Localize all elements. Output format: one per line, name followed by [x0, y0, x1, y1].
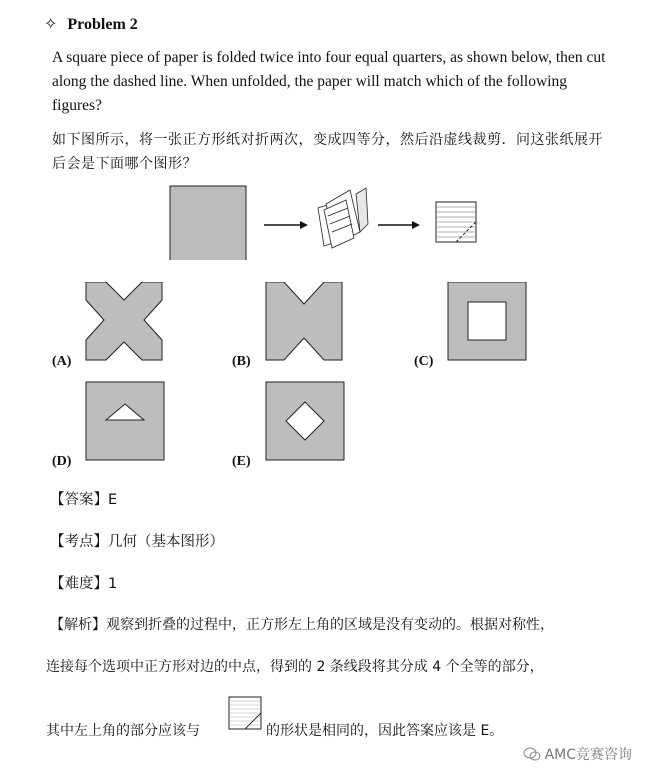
chat-bubble-icon [523, 747, 541, 761]
arrow-right-icon [378, 221, 420, 229]
option-a-label[interactable]: (A) [52, 354, 72, 369]
problem-text-english: A square piece of paper is folded twice into four equal quarters, as shown below, then cut along the dashed line. When unfolded, the paper will match which of the following figures? [52, 49, 606, 114]
watermark-text: AMC竞赛咨询 [544, 747, 632, 763]
quarter-shape-icon [228, 696, 262, 730]
option-b-figure[interactable] [262, 282, 348, 364]
option-e-figure[interactable] [264, 380, 350, 462]
diamond-hole-shape [266, 382, 344, 460]
analysis-text-3a: 其中左上角的部分应该与 [46, 723, 200, 739]
answer-line [50, 488, 117, 509]
analysis-text-2: 连接每个选项中正方形对边的中点，得到的 2 条线段将其分成 4 个全等的部分， [46, 659, 544, 675]
analysis-text-3b: 的形状是相同的，因此答案应该是 E。 [266, 723, 504, 739]
star-icon: ✧ [44, 16, 58, 33]
analysis-text-1: 观察到折叠的过程中，正方形左上角的区域是没有变动的。根据对称性， [106, 617, 554, 633]
arrow-right-icon [264, 221, 308, 229]
topic-line [50, 530, 224, 551]
problem-text-chinese: 如下图所示，将一张正方形纸对折两次，变成四等分，然后沿虚线裁剪．问这张纸展开后会是下面哪个图形？ [52, 132, 603, 172]
option-e-label[interactable]: (E) [232, 454, 251, 469]
difficulty-line [50, 572, 117, 593]
problem-title: Problem 2 [67, 16, 138, 33]
watermark [523, 744, 632, 764]
option-d-figure[interactable] [84, 380, 170, 462]
option-a-figure[interactable] [82, 282, 168, 364]
analysis-label: 【解析】 [50, 617, 106, 633]
topic-label: 【考点】 [50, 534, 108, 550]
option-d-label[interactable]: (D) [52, 454, 72, 469]
folded-quarter-icon [436, 202, 476, 242]
problem-heading [44, 14, 138, 34]
difficulty-value: 1 [108, 576, 118, 592]
folding-paper-icon [318, 188, 368, 248]
option-c-figure[interactable] [446, 282, 532, 364]
x-cross-shape [86, 282, 162, 360]
topic-value: 几何（基本图形） [108, 534, 224, 550]
unfolded-square [170, 186, 246, 260]
bowtie-notch-shape [266, 282, 342, 360]
analysis-line-1 [50, 614, 554, 634]
option-c-label[interactable]: (C) [414, 354, 434, 369]
triangle-hole-shape [86, 382, 164, 460]
difficulty-label: 【难度】 [50, 576, 108, 592]
option-b-label[interactable]: (B) [232, 354, 251, 369]
answer-value: E [108, 492, 118, 508]
analysis-line-3 [46, 720, 200, 740]
answer-label: 【答案】 [50, 492, 108, 508]
folding-diagram [160, 180, 490, 260]
square-hole-shape [448, 282, 526, 360]
